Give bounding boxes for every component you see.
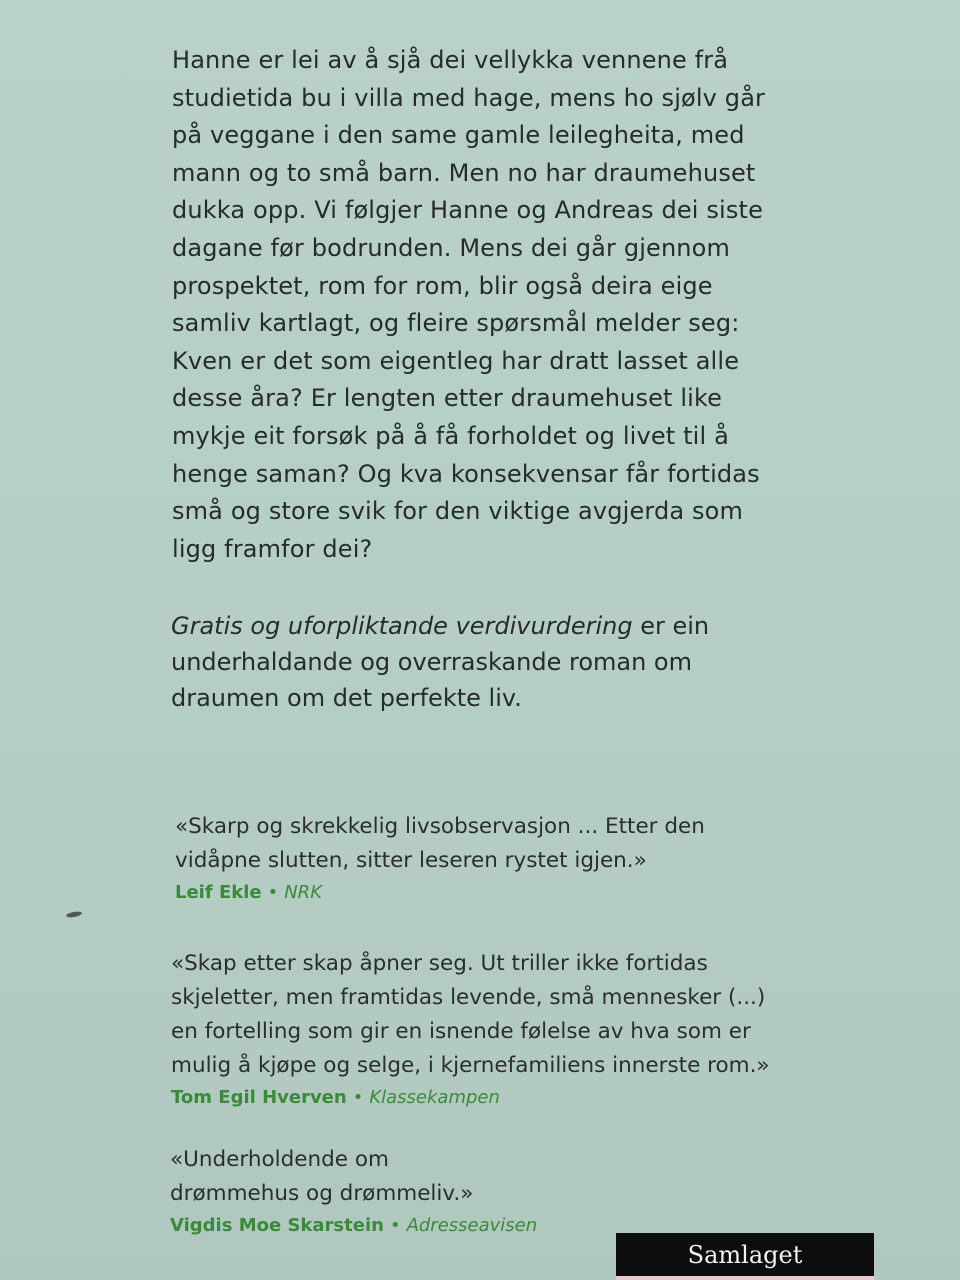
blurb-line: desse åra? Er lengten etter draumehuset like — [172, 384, 723, 413]
blurb-line: ligg framfor dei? — [172, 534, 373, 563]
blurb-line: Kven er det som eigentleg har dratt lasset alle — [172, 346, 740, 375]
blurb-line: samliv kartlagt, og fleire spørsmål melder seg: — [172, 309, 740, 338]
quote-line: skjeletter, men framtidas levende, små mennesker (...) — [171, 985, 766, 1010]
blurb-line: henge saman? Og kva konsekvensar får fortidas — [172, 459, 760, 488]
blurb-line: dukka opp. Vi følgjer Hanne og Andreas dei siste — [172, 196, 763, 225]
review-quote — [170, 1143, 537, 1240]
blurb-text — [172, 42, 832, 568]
blurb-line: prospektet, rom for rom, blir også deira eige — [172, 271, 713, 300]
closing-paragraph — [171, 608, 831, 716]
quote-line: «Skarp og skrekkelig livsobservasjon ... Etter den — [175, 814, 705, 839]
surface-speck — [66, 911, 83, 919]
quote-line: «Underholdende om — [170, 1147, 389, 1172]
reviewer-name: Leif Ekle — [175, 882, 262, 903]
blurb-line: mann og to små barn. Men no har draumehuset — [172, 158, 756, 187]
closing-line-rest: er ein — [632, 612, 710, 640]
review-outlet: Klassekampen — [369, 1087, 500, 1108]
separator: • — [267, 882, 279, 903]
blurb-line: dagane før bodrunden. Mens dei går gjennom — [172, 233, 731, 262]
separator: • — [389, 1215, 401, 1236]
reviewer-name: Vigdis Moe Skarstein — [170, 1215, 384, 1236]
quote-attribution — [171, 1084, 770, 1112]
closing-line — [171, 608, 831, 644]
review-outlet: Adresseavisen — [406, 1215, 538, 1236]
closing-line: underhaldande og overraskande roman om — [171, 648, 692, 676]
quote-line: en fortelling som gir en isnende følelse av hva som er — [171, 1019, 751, 1044]
blurb-line: på veggane i den same gamle leilegheita, med — [172, 121, 745, 150]
quote-line: vidåpne slutten, sitter leseren rystet igjen.» — [175, 848, 647, 873]
quote-attribution — [175, 879, 705, 907]
blurb-line: mykje eit forsøk på å få forholdet og livet til å — [172, 421, 729, 450]
blurb-paragraph — [172, 42, 832, 568]
blurb-line: Hanne er lei av å sjå dei vellykka vennene frå — [172, 46, 729, 74]
publisher-logo — [616, 1233, 874, 1280]
blurb-line: studietida bu i villa med hage, mens ho sjølv går — [172, 83, 766, 112]
review-outlet: NRK — [284, 882, 322, 903]
separator: • — [352, 1087, 364, 1108]
book-title-italic: Gratis og uforpliktande verdivurdering — [171, 612, 633, 640]
review-quote — [171, 947, 770, 1112]
blurb-line: små og store svik for den viktige avgjerda som — [172, 497, 744, 526]
quote-line: drømmehus og drømmeliv.» — [170, 1181, 474, 1206]
quote-line: mulig å kjøpe og selge, i kjernefamiliens innerste rom.» — [171, 1053, 770, 1078]
review-quote — [175, 810, 705, 907]
closing-line: draumen om det perfekte liv. — [171, 684, 522, 712]
publisher-name: Samlaget — [687, 1240, 803, 1269]
reviewer-name: Tom Egil Hverven — [171, 1087, 347, 1108]
quote-attribution — [170, 1212, 537, 1240]
quote-line: «Skap etter skap åpner seg. Ut triller ikke fortidas — [171, 951, 708, 976]
